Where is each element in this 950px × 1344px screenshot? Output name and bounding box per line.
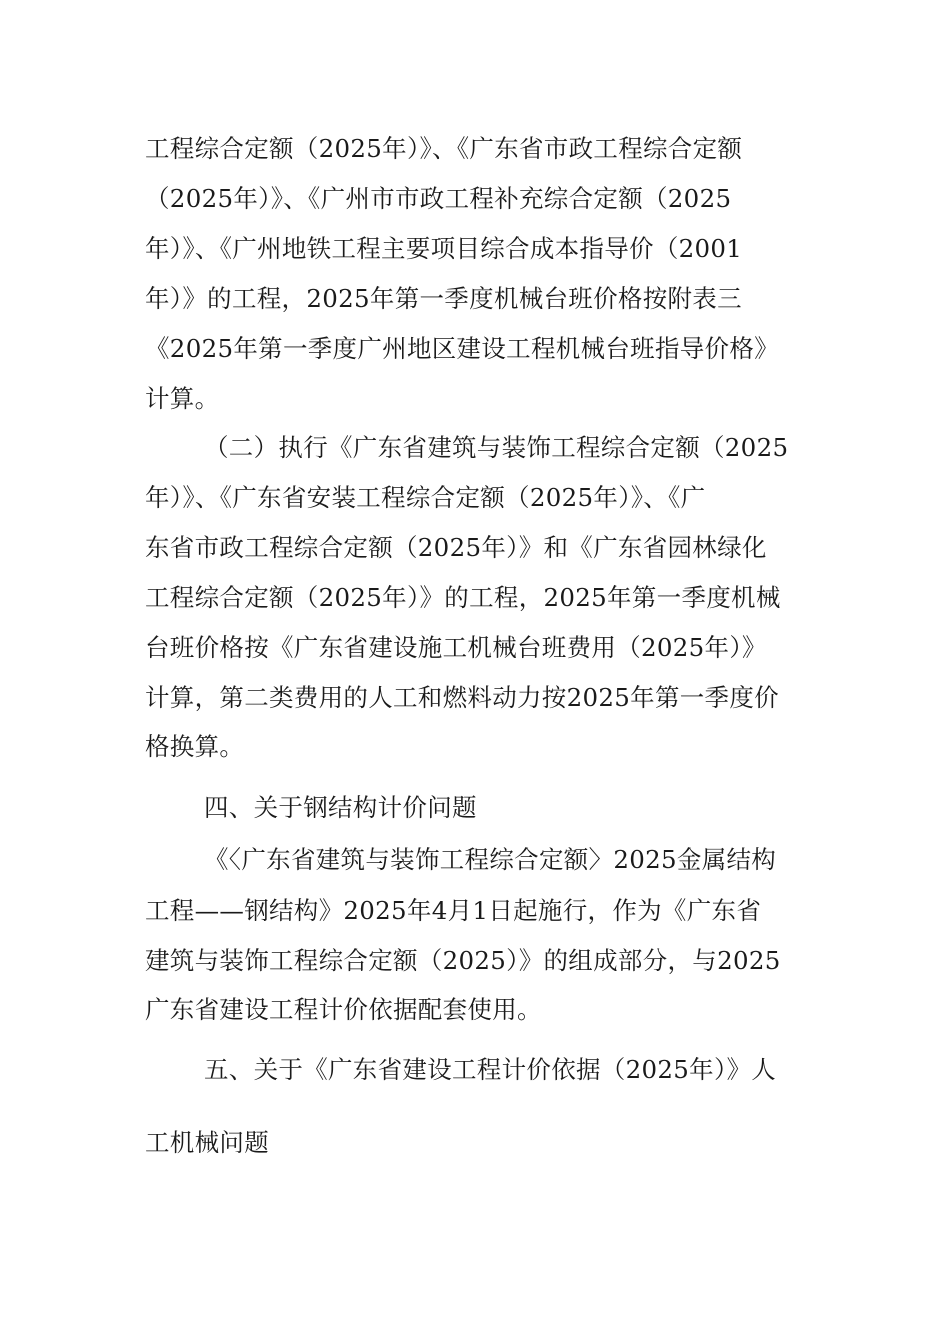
section-heading: 四、关于钢结构计价问题 — [204, 793, 477, 822]
paragraph-first-line: 《〈广东省建筑与装饰工程综合定额〉2025金属结构 — [204, 845, 777, 874]
body-text-line: 年）》、《广州地铁工程主要项目综合成本指导价（2001 — [145, 234, 743, 263]
body-text-line: 东省市政工程综合定额（2025年）》和《广东省园林绿化 — [145, 533, 767, 562]
body-text-line: 工程综合定额（2025年）》的工程，2025年第一季度机械 — [145, 583, 781, 612]
body-text-line: 广东省建设工程计价依据配套使用。 — [145, 995, 542, 1024]
body-text-line: 台班价格按《广东省建设施工机械台班费用（2025年）》 — [145, 633, 767, 662]
body-text-line: 计算。 — [145, 384, 220, 413]
body-text-line: 《2025年第一季度广州地区建设工程机械台班指导价格》 — [145, 334, 779, 363]
body-text-line: 工程综合定额（2025年）》、《广东省市政工程综合定额 — [145, 134, 743, 163]
paragraph-first-line: （二）执行《广东省建筑与装饰工程综合定额（2025 — [204, 433, 789, 462]
body-text-line: 工程——钢结构》2025年4月1日起施行，作为《广东省 — [145, 896, 762, 925]
body-text-line: 建筑与装饰工程综合定额（2025）》的组成部分，与2025 — [145, 946, 781, 975]
section-heading: 五、关于《广东省建设工程计价依据（2025年）》人 — [204, 1055, 777, 1084]
body-text-line: 计算，第二类费用的人工和燃料动力按2025年第一季度价 — [145, 683, 779, 712]
body-text-line: 年）》的工程，2025年第一季度机械台班价格按附表三 — [145, 284, 742, 313]
body-text-line: （2025年）》、《广州市市政工程补充综合定额（2025 — [145, 184, 732, 213]
section-heading-continued: 工机械问题 — [145, 1128, 269, 1157]
body-text-line: 格换算。 — [145, 732, 245, 761]
body-text-line: 年）》、《广东省安装工程综合定额（2025年）》、《广 — [145, 483, 706, 512]
